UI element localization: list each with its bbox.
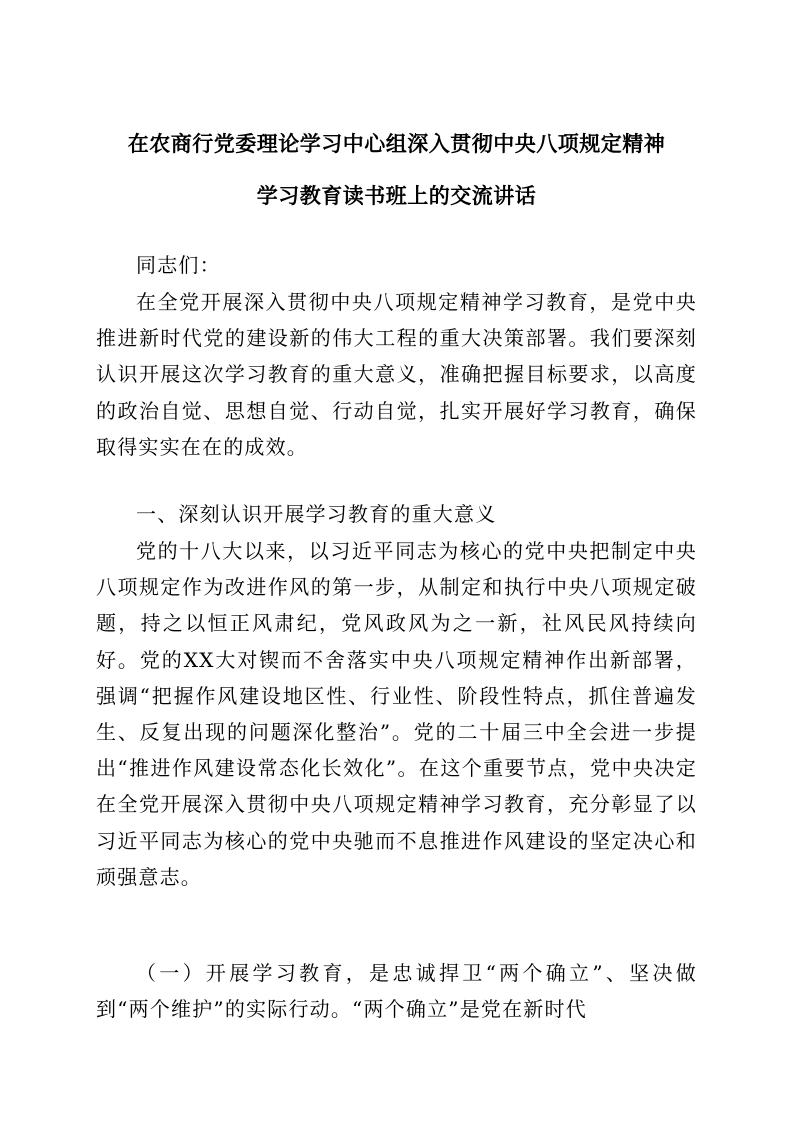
- paragraph-significance: 党的十八大以来，以习近平同志为核心的党中央把制定中央八项规定作为改进作风的第一步，从制定和执行中央八项规定破题，持之以恒正风肃纪，党风政风为之一新，社风民风持续向好。党的XX大对锲而不舍落实中央八项规定精神作出新部署，强调“把握作风建设地区性、行业性、阶段性特点，抓住普遍发生、反复出现的问题深化整治”。党的二十届三中全会进一步提出“推进作风建设常态化长效化”。在这个重要节点，党中央决定在全党开展深入贯彻中央八项规定精神学习教育，充分彰显了以习近平同志为核心的党中央驰而不息推进作风建设的坚定决心和顽强意志。: [96, 539, 697, 889]
- document-title-line-2: 学习教育读书班上的交流讲话: [256, 183, 537, 208]
- greeting: 同志们：: [136, 253, 221, 277]
- section-heading-1: 一、深刻认识开展学习教育的重大意义: [136, 502, 497, 526]
- paragraph-intro: 在全党开展深入贯彻中央八项规定精神学习教育，是党中央推进新时代党的建设新的伟大工程的重大决策部署。我们要深刻认识开展这次学习教育的重大意义，准确把握目标要求，以高度的政治自觉、思想自觉、行动自觉，扎实开展好学习教育，确保取得实实在在的成效。: [96, 290, 697, 459]
- document-title-line-1: 在农商行党委理论学习中心组深入贯彻中央八项规定精神: [127, 131, 666, 156]
- paragraph-subsection-1: （一）开展学习教育，是忠诚捍卫“两个确立”、坚决做到“两个维护”的实际行动。“两个确立”是党在新时代: [96, 961, 697, 1022]
